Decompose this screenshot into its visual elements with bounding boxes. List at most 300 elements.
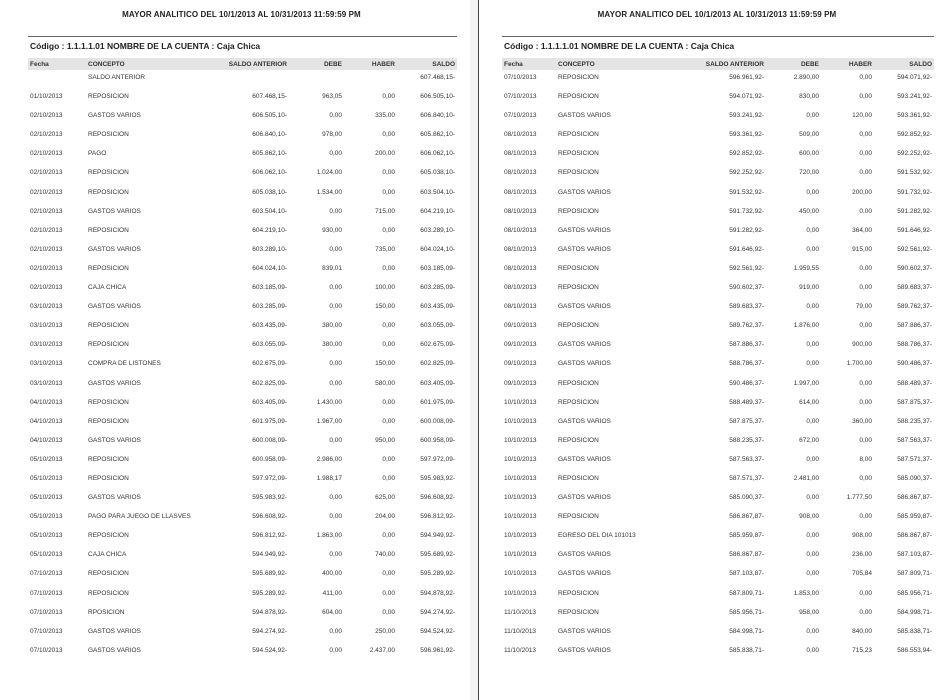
report-title: MAYOR ANALITICO DEL 10/1/2013 AL 10/31/2013 11:59:59 PM — [122, 10, 361, 19]
cell-debe: 0,00 — [806, 226, 819, 234]
cell-debe: 0,00 — [806, 303, 819, 311]
table-row — [28, 491, 457, 510]
cell-debe: 509,00 — [799, 131, 819, 139]
cell-concepto: REPOSICION — [558, 322, 599, 330]
table-row — [502, 377, 934, 396]
cell-saldo-anterior: 586.867,87- — [729, 551, 764, 559]
cell-saldo-anterior: 584.998,71- — [729, 627, 764, 635]
cell-fecha: 01/10/2013 — [30, 93, 63, 101]
cell-saldo-anterior: 607.468,15- — [252, 93, 287, 101]
cell-fecha: 08/10/2013 — [504, 284, 537, 292]
cell-saldo: 594.524,92- — [420, 627, 455, 635]
cell-fecha: 04/10/2013 — [30, 398, 63, 406]
header-saldo-anterior: SALDO ANTERIOR — [228, 61, 287, 68]
cell-concepto: GASTOS VARIOS — [88, 494, 141, 502]
cell-fecha: 03/10/2013 — [30, 303, 63, 311]
cell-saldo: 605.038,10- — [420, 169, 455, 177]
table-row — [502, 243, 934, 262]
account-heading: Código : 1.1.1.1.01 NOMBRE DE LA CUENTA : Caja Chica — [504, 41, 735, 51]
table-row — [28, 377, 457, 396]
cell-concepto: REPOSICION — [558, 150, 599, 158]
cell-saldo-anterior: 603.435,09- — [252, 322, 287, 330]
cell-fecha: 02/10/2013 — [30, 226, 63, 234]
cell-haber: 150,00 — [375, 360, 395, 368]
cell-saldo: 591.646,92- — [897, 226, 932, 234]
cell-saldo: 585.838,71- — [897, 627, 932, 635]
cell-saldo-anterior: 606.505,10- — [252, 112, 287, 120]
cell-fecha: 08/10/2013 — [504, 131, 537, 139]
cell-saldo: 591.282,92- — [897, 207, 932, 215]
cell-saldo-anterior: 591.532,92- — [729, 188, 764, 196]
cell-concepto: REPOSICION — [88, 341, 129, 349]
cell-debe: 1.876,00 — [793, 322, 819, 330]
cell-saldo-anterior: 597.972,09- — [252, 474, 287, 482]
cell-saldo-anterior: 589.683,37- — [729, 303, 764, 311]
cell-saldo-anterior: 606.062,10- — [252, 169, 287, 177]
cell-saldo-anterior: 603.504,10- — [252, 207, 287, 215]
cell-concepto: EGRESO DEL DIA 101013 — [558, 532, 636, 540]
table-row — [502, 434, 934, 453]
cell-haber: 0,00 — [382, 532, 395, 540]
cell-saldo: 604.219,10- — [420, 207, 455, 215]
cell-concepto: GASTOS VARIOS — [558, 188, 611, 196]
cell-fecha: 08/10/2013 — [504, 245, 537, 253]
cell-haber: 705,84 — [852, 570, 872, 578]
cell-haber: 0,00 — [859, 589, 872, 597]
cell-saldo-anterior: 600.958,09- — [252, 455, 287, 463]
cell-saldo: 603.289,10- — [420, 226, 455, 234]
cell-fecha: 02/10/2013 — [30, 112, 63, 120]
cell-haber: 915,00 — [852, 245, 872, 253]
cell-haber: 335,00 — [375, 112, 395, 120]
cell-fecha: 10/10/2013 — [504, 417, 537, 425]
cell-haber: 950,00 — [375, 436, 395, 444]
table-header — [28, 58, 457, 70]
table-row — [502, 186, 934, 205]
cell-haber: 0,00 — [382, 417, 395, 425]
cell-concepto: REPOSICION — [558, 169, 599, 177]
cell-saldo: 603.405,09- — [420, 379, 455, 387]
header-saldo: SALDO — [909, 61, 932, 68]
cell-saldo-anterior: 592.561,92- — [729, 264, 764, 272]
cell-concepto: REPOSICION — [88, 455, 129, 463]
cell-saldo: 584.998,71- — [897, 608, 932, 616]
cell-saldo-anterior: 604.024,10- — [252, 264, 287, 272]
cell-concepto: GASTOS VARIOS — [558, 360, 611, 368]
table-row — [502, 625, 934, 644]
cell-saldo-anterior: 594.949,92- — [252, 551, 287, 559]
cell-fecha: 08/10/2013 — [504, 150, 537, 158]
cell-debe: 0,00 — [329, 207, 342, 215]
cell-concepto: GASTOS VARIOS — [88, 436, 141, 444]
cell-fecha: 05/10/2013 — [30, 474, 63, 482]
cell-debe: 1.997,00 — [793, 379, 819, 387]
cell-saldo-anterior: 587.875,37- — [729, 417, 764, 425]
table-row — [28, 147, 457, 166]
cell-debe: 0,00 — [329, 360, 342, 368]
cell-haber: 0,00 — [859, 150, 872, 158]
header-fecha: Fecha — [504, 61, 523, 68]
cell-saldo: 591.732,92- — [897, 188, 932, 196]
cell-saldo-anterior: 594.071,92- — [729, 93, 764, 101]
cell-saldo: 589.683,37- — [897, 284, 932, 292]
cell-fecha: 10/10/2013 — [504, 551, 537, 559]
cell-saldo: 607.468,15- — [420, 74, 455, 81]
cell-saldo-anterior: 591.282,92- — [729, 226, 764, 234]
title-rule — [502, 36, 934, 37]
cell-haber: 0,00 — [382, 131, 395, 139]
cell-concepto: GASTOS VARIOS — [88, 207, 141, 215]
cell-fecha: 10/10/2013 — [504, 436, 537, 444]
cell-saldo: 600.958,09- — [420, 436, 455, 444]
cell-haber: 0,00 — [859, 322, 872, 330]
table-row — [502, 281, 934, 300]
cell-concepto: REPOSICION — [88, 322, 129, 330]
cell-haber: 0,00 — [382, 570, 395, 578]
cell-haber: 1.777,50 — [846, 494, 872, 502]
cell-saldo: 592.252,92- — [897, 150, 932, 158]
table-row — [502, 548, 934, 567]
cell-fecha: 02/10/2013 — [30, 150, 63, 158]
cell-saldo: 586.553,94- — [897, 646, 932, 654]
cell-saldo: 600.008,09- — [420, 417, 455, 425]
cell-debe: 0,00 — [329, 494, 342, 502]
cell-saldo-anterior: 587.886,37- — [729, 341, 764, 349]
table-row — [28, 262, 457, 281]
cell-fecha: 02/10/2013 — [30, 131, 63, 139]
cell-fecha: 11/10/2013 — [504, 627, 537, 635]
cell-haber: 200,00 — [375, 150, 395, 158]
table-row — [502, 587, 934, 606]
cell-saldo-anterior: 600.008,09- — [252, 436, 287, 444]
cell-debe: 0,00 — [329, 646, 342, 654]
cell-haber: 0,00 — [859, 474, 872, 482]
table-row — [502, 300, 934, 319]
cell-saldo: 603.504,10- — [420, 188, 455, 196]
cell-concepto: REPOSICION — [558, 398, 599, 406]
cell-concepto: REPOSICION — [88, 188, 129, 196]
cell-concepto: REPOSICION — [88, 532, 129, 540]
cell-saldo: 594.274,92- — [420, 608, 455, 616]
cell-debe: 958,00 — [799, 608, 819, 616]
cell-debe: 0,00 — [806, 188, 819, 196]
cell-fecha: 03/10/2013 — [30, 379, 63, 387]
table-row — [502, 606, 934, 625]
cell-haber: 580,00 — [375, 379, 395, 387]
cell-fecha: 10/10/2013 — [504, 398, 537, 406]
cell-saldo: 594.071,92- — [897, 74, 932, 81]
cell-concepto: GASTOS VARIOS — [88, 627, 141, 635]
header-fecha: Fecha — [30, 61, 49, 68]
cell-debe: 0,00 — [329, 627, 342, 635]
table-row — [28, 625, 457, 644]
cell-saldo-anterior: 590.602,37- — [729, 284, 764, 292]
cell-haber: 0,00 — [382, 322, 395, 330]
table-row — [28, 128, 457, 147]
cell-fecha: 09/10/2013 — [504, 379, 537, 387]
cell-fecha: 07/10/2013 — [30, 589, 63, 597]
cell-haber: 204,00 — [375, 513, 395, 521]
table-row — [28, 434, 457, 453]
cell-debe: 0,00 — [329, 513, 342, 521]
cell-debe: 0,00 — [806, 627, 819, 635]
cell-debe: 411,00 — [322, 589, 342, 597]
table-row — [502, 109, 934, 128]
cell-fecha: 10/10/2013 — [504, 474, 537, 482]
table-row — [502, 529, 934, 548]
cell-fecha: 07/10/2013 — [30, 570, 63, 578]
cell-debe: 0,00 — [806, 245, 819, 253]
cell-saldo: 603.055,09- — [420, 322, 455, 330]
table-row — [28, 166, 457, 185]
cell-fecha: 07/10/2013 — [30, 627, 63, 635]
cell-haber: 79,00 — [855, 303, 872, 311]
cell-saldo-anterior: 592.852,92- — [729, 150, 764, 158]
cell-debe: 1.967,00 — [316, 417, 342, 425]
cell-saldo: 592.852,92- — [897, 131, 932, 139]
cell-debe: 0,00 — [806, 646, 819, 654]
cell-debe: 600,00 — [799, 150, 819, 158]
table-row — [502, 415, 934, 434]
cell-concepto: SALDO ANTERIOR — [88, 74, 146, 81]
cell-saldo: 587.103,87- — [897, 551, 932, 559]
cell-debe: 978,00 — [322, 131, 342, 139]
cell-concepto: REPOSICION — [88, 93, 129, 101]
cell-debe: 0,00 — [329, 436, 342, 444]
cell-saldo-anterior: 592.252,92- — [729, 169, 764, 177]
table-row — [28, 109, 457, 128]
cell-saldo: 588.489,37- — [897, 379, 932, 387]
cell-fecha: 10/10/2013 — [504, 455, 537, 463]
cell-fecha: 08/10/2013 — [504, 264, 537, 272]
cell-haber: 2.437,00 — [369, 646, 395, 654]
cell-concepto: REPOSICION — [558, 93, 599, 101]
table-row — [502, 128, 934, 147]
cell-concepto: GASTOS VARIOS — [88, 646, 141, 654]
cell-saldo: 585.959,87- — [897, 513, 932, 521]
cell-saldo-anterior: 589.762,37- — [729, 322, 764, 330]
cell-concepto: REPOSICION — [558, 379, 599, 387]
cell-concepto: PAGO PARA JUEGO DE LLASVES — [88, 513, 191, 521]
cell-debe: 2.481,00 — [793, 474, 819, 482]
cell-saldo: 595.689,92- — [420, 551, 455, 559]
cell-fecha: 10/10/2013 — [504, 570, 537, 578]
cell-saldo-anterior: 596.608,92- — [252, 513, 287, 521]
cell-saldo-anterior: 585.956,71- — [729, 608, 764, 616]
cell-haber: 740,00 — [375, 551, 395, 559]
cell-concepto: REPOSICION — [88, 589, 129, 597]
cell-saldo-anterior: 585.090,37- — [729, 494, 764, 502]
table-row — [502, 90, 934, 109]
table-row — [28, 606, 457, 625]
cell-saldo-anterior: 591.732,92- — [729, 207, 764, 215]
table-row — [28, 319, 457, 338]
cell-concepto: REPOSICION — [88, 398, 129, 406]
cell-haber: 0,00 — [859, 379, 872, 387]
cell-concepto: REPOSICION — [88, 417, 129, 425]
cell-haber: 0,00 — [859, 74, 872, 81]
cell-haber: 0,00 — [382, 169, 395, 177]
cell-concepto: GASTOS VARIOS — [558, 570, 611, 578]
cell-saldo-anterior: 605.862,10- — [252, 150, 287, 158]
cell-concepto: GASTOS VARIOS — [558, 551, 611, 559]
cell-saldo: 589.762,37- — [897, 303, 932, 311]
cell-saldo: 592.561,92- — [897, 245, 932, 253]
cell-debe: 0,00 — [329, 284, 342, 292]
cell-debe: 0,00 — [806, 570, 819, 578]
cell-saldo-anterior: 596.961,92- — [729, 74, 764, 81]
cell-fecha: 02/10/2013 — [30, 207, 63, 215]
cell-haber: 0,00 — [382, 93, 395, 101]
cell-fecha: 08/10/2013 — [504, 303, 537, 311]
cell-saldo: 602.825,09- — [420, 360, 455, 368]
table-row — [502, 357, 934, 376]
cell-saldo-anterior: 594.274,92- — [252, 627, 287, 635]
header-concepto: CONCEPTO — [558, 61, 595, 68]
cell-haber: 236,00 — [852, 551, 872, 559]
cell-saldo: 603.435,09- — [420, 303, 455, 311]
cell-fecha: 10/10/2013 — [504, 589, 537, 597]
cell-haber: 0,00 — [859, 169, 872, 177]
cell-fecha: 04/10/2013 — [30, 417, 63, 425]
cell-haber: 0,00 — [382, 341, 395, 349]
cell-fecha: 09/10/2013 — [504, 341, 537, 349]
cell-debe: 0,00 — [329, 150, 342, 158]
table-row — [502, 205, 934, 224]
account-heading: Código : 1.1.1.1.01 NOMBRE DE LA CUENTA : Caja Chica — [30, 41, 261, 51]
cell-fecha: 02/10/2013 — [30, 284, 63, 292]
cell-fecha: 10/10/2013 — [504, 494, 537, 502]
cell-fecha: 07/10/2013 — [30, 646, 63, 654]
cell-concepto: REPOSICION — [558, 436, 599, 444]
cell-fecha: 07/10/2013 — [504, 112, 537, 120]
table-row — [28, 567, 457, 586]
cell-haber: 715,00 — [375, 207, 395, 215]
cell-debe: 0,00 — [329, 245, 342, 253]
cell-haber: 100,00 — [375, 284, 395, 292]
page-divider-right — [478, 0, 479, 700]
cell-saldo-anterior: 588.786,37- — [729, 360, 764, 368]
cell-debe: 1.988,17 — [316, 474, 342, 482]
cell-debe: 0,00 — [806, 112, 819, 120]
cell-saldo: 603.285,09- — [420, 284, 455, 292]
cell-debe: 930,00 — [322, 226, 342, 234]
cell-concepto: CAJA CHICA — [88, 551, 127, 559]
table-row — [28, 587, 457, 606]
cell-concepto: GASTOS VARIOS — [88, 379, 141, 387]
cell-saldo-anterior: 593.241,92- — [729, 112, 764, 120]
cell-haber: 8,00 — [859, 455, 872, 463]
cell-debe: 0,00 — [806, 341, 819, 349]
cell-saldo-anterior: 594.524,92- — [252, 646, 287, 654]
page-gutter — [470, 0, 478, 700]
cell-saldo-anterior: 595.689,92- — [252, 570, 287, 578]
cell-saldo: 606.505,10- — [420, 93, 455, 101]
cell-debe: 830,00 — [799, 93, 819, 101]
report-page-left — [20, 0, 463, 700]
cell-saldo: 606.062,10- — [420, 150, 455, 158]
table-row — [28, 338, 457, 357]
cell-fecha: 05/10/2013 — [30, 532, 63, 540]
cell-haber: 250,00 — [375, 627, 395, 635]
cell-saldo-anterior: 603.185,09- — [252, 284, 287, 292]
cell-concepto: GASTOS VARIOS — [558, 226, 611, 234]
cell-haber: 120,00 — [852, 112, 872, 120]
cell-haber: 735,00 — [375, 245, 395, 253]
cell-saldo-anterior: 602.675,09- — [252, 360, 287, 368]
table-row — [28, 205, 457, 224]
cell-haber: 1.700,00 — [846, 360, 872, 368]
cell-debe: 1.430,00 — [316, 398, 342, 406]
cell-concepto: PAGO — [88, 150, 107, 158]
cell-debe: 2.986,00 — [316, 455, 342, 463]
cell-debe: 1.024,00 — [316, 169, 342, 177]
cell-saldo-anterior: 587.563,37- — [729, 455, 764, 463]
cell-concepto: GASTOS VARIOS — [558, 627, 611, 635]
cell-saldo: 597.972,09- — [420, 455, 455, 463]
table-row — [28, 243, 457, 262]
cell-concepto: REPOSICION — [558, 608, 599, 616]
cell-saldo-anterior: 590.486,37- — [729, 379, 764, 387]
table-row — [28, 510, 457, 529]
cell-debe: 1.863,00 — [316, 532, 342, 540]
cell-saldo: 602.675,09- — [420, 341, 455, 349]
cell-saldo: 587.809,71- — [897, 570, 932, 578]
cell-saldo-anterior: 593.361,92- — [729, 131, 764, 139]
table-row — [502, 224, 934, 243]
cell-haber: 0,00 — [382, 264, 395, 272]
cell-debe: 672,00 — [799, 436, 819, 444]
cell-saldo: 590.486,37- — [897, 360, 932, 368]
cell-haber: 715,23 — [852, 646, 872, 654]
cell-haber: 625,00 — [375, 494, 395, 502]
cell-saldo: 593.241,92- — [897, 93, 932, 101]
cell-saldo: 586.867,87- — [897, 532, 932, 540]
cell-concepto: GASTOS VARIOS — [558, 112, 611, 120]
cell-haber: 908,00 — [852, 532, 872, 540]
cell-saldo: 596.608,92- — [420, 494, 455, 502]
cell-concepto: REPOSICION — [88, 474, 129, 482]
cell-saldo: 604.024,10- — [420, 245, 455, 253]
cell-fecha: 03/10/2013 — [30, 360, 63, 368]
table-row — [28, 71, 457, 90]
cell-haber: 0,00 — [859, 436, 872, 444]
cell-debe: 0,00 — [329, 303, 342, 311]
cell-saldo: 603.185,09- — [420, 264, 455, 272]
report-page-right — [494, 0, 940, 700]
cell-fecha: 08/10/2013 — [504, 207, 537, 215]
cell-concepto: GASTOS VARIOS — [558, 303, 611, 311]
cell-concepto: GASTOS VARIOS — [558, 341, 611, 349]
cell-debe: 1.959,55 — [793, 264, 819, 272]
cell-debe: 919,00 — [799, 284, 819, 292]
cell-haber: 0,00 — [859, 93, 872, 101]
cell-saldo-anterior: 585.959,87- — [729, 532, 764, 540]
table-row — [502, 472, 934, 491]
cell-saldo-anterior: 587.809,71- — [729, 589, 764, 597]
cell-concepto: GASTOS VARIOS — [558, 417, 611, 425]
table-row — [28, 186, 457, 205]
cell-saldo: 586.867,87- — [897, 494, 932, 502]
cell-saldo-anterior: 603.405,09- — [252, 398, 287, 406]
cell-concepto: REPOSICION — [558, 264, 599, 272]
table-row — [28, 281, 457, 300]
table-row — [502, 338, 934, 357]
cell-debe: 0,00 — [806, 455, 819, 463]
cell-saldo-anterior: 604.219,10- — [252, 226, 287, 234]
cell-saldo: 594.949,92- — [420, 532, 455, 540]
cell-haber: 150,00 — [375, 303, 395, 311]
